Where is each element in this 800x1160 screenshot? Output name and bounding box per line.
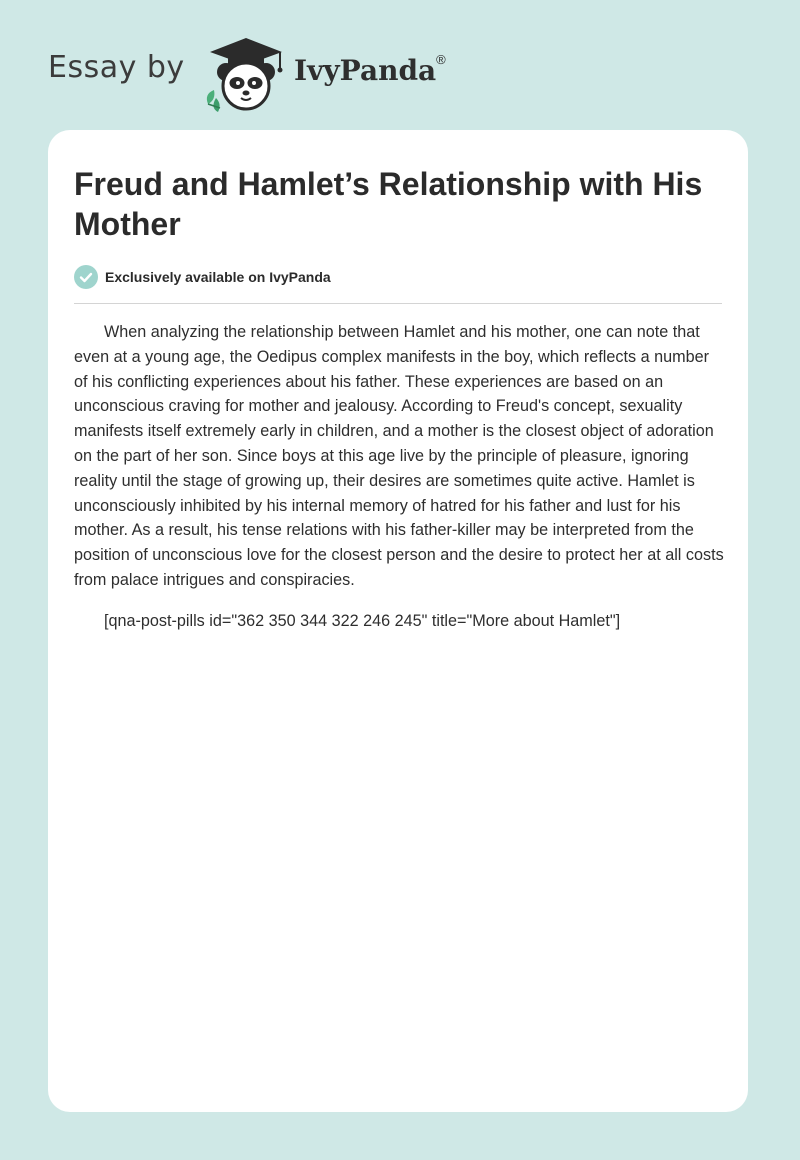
essay-by-label: Essay by <box>48 50 185 85</box>
body-paragraph: When analyzing the relationship between Hamlet and his mother, one can note that even at a young age, the Oedipus complex manifests in the boy, which reflects a number of his conflicting experiences about his father. These experiences are based on an unconscious craving for mother and jealousy. According to Freud's concept, sexuality manifests itself extremely early in children, and a mother is the closest object of adoration on the part of her son. Since boys at this age live by the principle of pleasure, ignoring reality until the stage of growing up, their desires are sometimes quite active. Hamlet is unconsciously inhibited by his internal memory of hatred for his father and lust for his mother. As a result, his tense relations with his father-killer may be interpreted from the position of unconscious love for the closest person and the desire to protect her at all costs from palace intrigues and conspiracies. <box>74 323 724 589</box>
divider <box>74 303 722 304</box>
registered-mark: ® <box>436 52 446 67</box>
site-header <box>48 30 508 110</box>
exclusive-badge <box>74 264 331 290</box>
essay-title: Freud and Hamlet’s Relationship with His Mother <box>74 166 703 242</box>
brand-name[interactable]: IvyPanda® <box>294 52 446 87</box>
check-circle-icon <box>74 265 98 289</box>
exclusive-label: Exclusively available on IvyPanda <box>105 269 331 285</box>
essay-card <box>48 130 748 1112</box>
panda-graduate-icon[interactable] <box>200 34 292 112</box>
shortcode-paragraph: [qna-post-pills id="362 350 344 322 246 245" title="More about Hamlet"] <box>104 611 621 630</box>
essay-body <box>74 320 724 634</box>
